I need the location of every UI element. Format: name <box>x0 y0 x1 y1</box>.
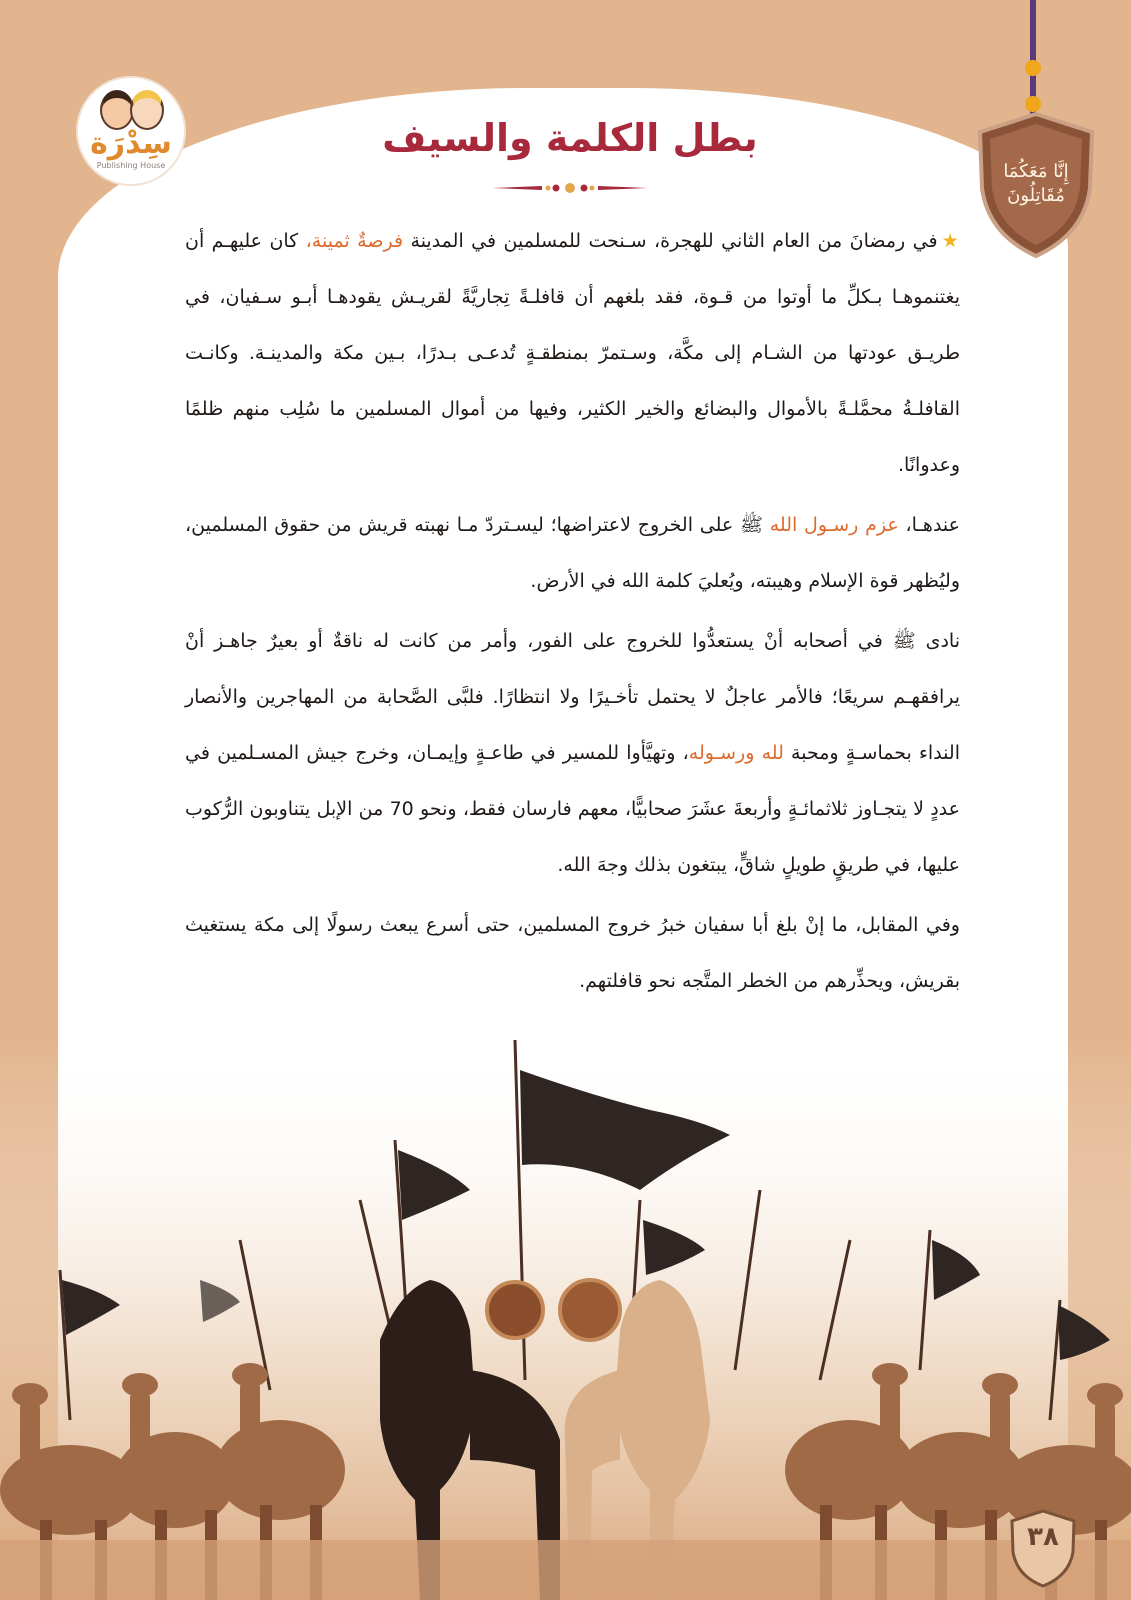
shield-caption-line1: إِنَّا مَعَكُمَا <box>1003 161 1069 182</box>
girl-face-icon <box>130 90 164 130</box>
bead-icon <box>1025 60 1041 76</box>
paragraph <box>185 497 960 609</box>
paragraph <box>185 213 960 493</box>
publisher-tagline: Publishing House <box>96 161 166 170</box>
page-number: ٣٨ <box>1027 1522 1059 1552</box>
paragraph-text: نادى ﷺ في أصحابه أنْ يستعدُّوا للخروج على الفور، وأمر من كانت له ناقةٌ أو بعيرٌ جاهـز أنْ يرافقهـم سريعًا؛ فالأمر عاجلٌ لا يحتمل تأخـيرًا ولا انتظارًا. فلبَّى الصَّحابة من المهاجرين والأنصار النداء بحماسـةٍ ومحبة <box>185 630 960 764</box>
paragraph-text: عندهـا، <box>898 514 960 536</box>
highlight-text: فرصةٌ ثمينة، <box>305 230 404 252</box>
page-title: بطل الكلمة والسيف <box>382 116 758 160</box>
paragraph <box>185 897 960 1009</box>
star-icon: ★ <box>941 230 960 252</box>
army-illustration <box>0 1040 1131 1600</box>
publisher-logo <box>78 78 184 184</box>
paragraph <box>185 613 960 893</box>
highlight-text: عزم رسـول الله <box>769 514 899 536</box>
paragraph-text: كان عليهـم أن يغتنموهـا بـكلِّ ما أوتوا من قـوة، فقد بلغهم أن قافلـةً تِجاريَّةً لقريـش يقودهـا أبـو سـفيان، في طريـق عودتها من الشـام إلى مكَّة، وسـتمرّ بمنطقـةٍ تُدعـى بـدرًا، بـين مكة والمدينـة. وكانـت القافلـةُ محمَّلـةً بالأموال والبضائع والخير الكثير، وفيها من أموال المسلمين ما سُلِب منهم ظلمًا وعدوانًا. <box>185 230 960 476</box>
paragraph-text: في رمضانَ من العام الثاني للهجرة، سـنحت للمسلمين في المدينة <box>403 230 938 252</box>
shield-caption <box>972 160 1100 208</box>
story-body <box>185 213 960 1013</box>
highlight-text: لله ورسـوله <box>688 742 784 764</box>
title-ornament-icon <box>490 178 650 198</box>
paragraph-text: وفي المقابل، ما إنْ بلغ أبا سفيان خبرُ خروج المسلمين، حتى أسرع يبعث رسولًا إلى مكة يستغيث بقريش، ويحذِّرهم من الخطر المتَّجه نحو قافلتهم. <box>185 914 960 992</box>
shield-caption-line2: مُقَاتِلُونَ <box>1007 185 1065 206</box>
boy-face-icon <box>100 90 134 130</box>
paragraph-text: ، وتهيَّأوا للمسير في طاعـةٍ وإيمـان، وخرج جيش المسـلمين في عددٍ لا يتجـاوز ثلاثمائـةٍ وأربعةَ عشَرَ صحابيًّا، معهم فارسان فقط، ونحو 70 من الإبل يتناوبون الرُّكوب عليها، في طريقٍ طويلٍ شاقٍّ، يبتغون بذلك وجهَ الله. <box>185 742 960 876</box>
publisher-name: سِدْرَة <box>90 126 172 161</box>
paragraph-text: ﷺ على الخروج لاعتراضها؛ ليسـتردّ مـا نهبته قريش من حقوق المسلمين، وليُظهر قوة الإسلام وهيبته، ويُعليَ كلمة الله في الأرض. <box>185 514 960 592</box>
